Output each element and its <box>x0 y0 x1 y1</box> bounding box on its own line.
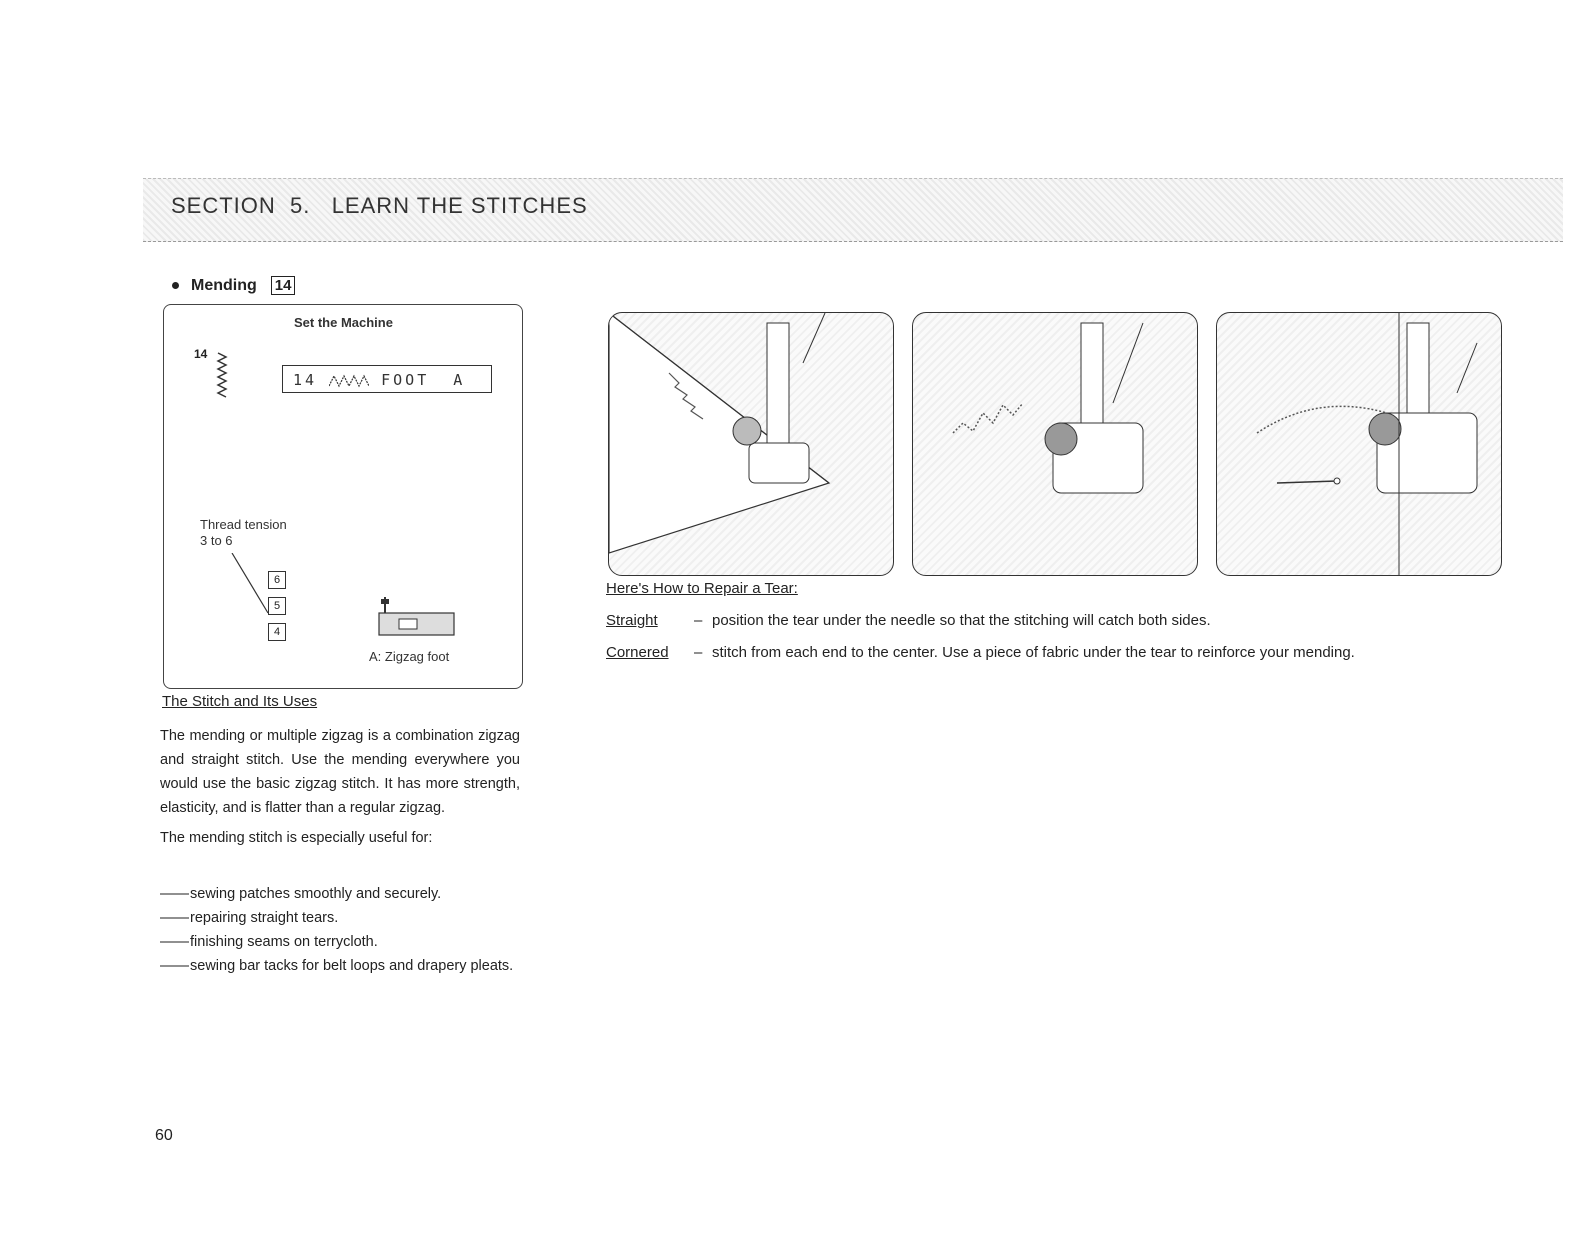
section-title: SECTION 5. LEARN THE STITCHES <box>171 193 588 218</box>
illustration-cornered-tear <box>608 312 894 576</box>
list-item: —— sewing patches smoothly and securely. <box>160 882 520 906</box>
list-item: —— finishing seams on terrycloth. <box>160 930 520 954</box>
repair-cornered: Cornered – stitch from each end to the center. Use a piece of fabric under the tear to reinforce your mending. <box>606 644 1355 661</box>
repair-term: Straight <box>606 612 658 629</box>
repair-text: position the tear under the needle so that the stitching will catch both sides. <box>712 612 1211 629</box>
list-item: —— repairing straight tears. <box>160 906 520 930</box>
repair-title: Here's How to Repair a Tear: <box>606 580 798 597</box>
foot-label: A: Zigzag foot <box>369 649 450 664</box>
lcd-zigzag-icon <box>329 374 369 388</box>
lcd-display <box>282 365 492 393</box>
list-item-text: repairing straight tears. <box>190 910 339 926</box>
dial-number: 4 <box>268 623 286 641</box>
page-number: 60 <box>155 1127 173 1144</box>
illustration-straight-tear <box>912 312 1198 576</box>
tension-label-text: Thread tension <box>200 517 287 532</box>
lcd-number: 14 <box>293 371 318 389</box>
stitch-number: 14 <box>194 347 208 361</box>
section-banner <box>143 178 1563 242</box>
illustration-patch-mending <box>1216 312 1502 576</box>
paragraph: The mending stitch is especially useful for: <box>160 830 433 846</box>
repair-text: stitch from each end to the center. Use a piece of fabric under the tear to reinforce your mending. <box>712 644 1355 661</box>
bullet-icon <box>172 282 179 289</box>
stitch-uses-body <box>160 724 520 856</box>
tension-range: 3 to 6 <box>200 533 233 548</box>
thread-tension-label <box>200 517 287 549</box>
heading-label: Mending <box>191 277 257 294</box>
mending-heading <box>172 276 295 295</box>
paragraph: The mending or multiple zigzag is a combination zigzag and straight stitch. Use the mending everywhere you would use the basic zigzag stitch. It has more strength, elasticity, and is flatter than a regular zigzag. <box>160 728 520 816</box>
set-machine-title: Set the Machine <box>294 315 393 330</box>
list-item-text: finishing seams on terrycloth. <box>190 934 378 950</box>
dial-number: 6 <box>268 571 286 589</box>
stitch-uses-title: The Stitch and Its Uses <box>162 693 318 710</box>
repair-straight: Straight – position the tear under the needle so that the stitching will catch both sides. <box>606 612 1211 629</box>
set-machine-panel <box>163 304 523 689</box>
list-item-text: sewing patches smoothly and securely. <box>190 886 442 902</box>
zigzag-foot-icon <box>369 595 459 645</box>
mending-stitch-icon <box>212 349 236 401</box>
stitch-badge: 14 <box>271 276 296 295</box>
list-item: —— sewing bar tacks for belt loops and drapery pleats. <box>160 954 520 978</box>
lcd-foot: FOOT A <box>381 371 466 389</box>
dial-number: 5 <box>268 597 286 615</box>
tension-dial-icon <box>268 571 288 649</box>
uses-list <box>160 882 520 978</box>
repair-term: Cornered <box>606 644 669 661</box>
list-item-text: sewing bar tacks for belt loops and drapery pleats. <box>190 958 514 974</box>
